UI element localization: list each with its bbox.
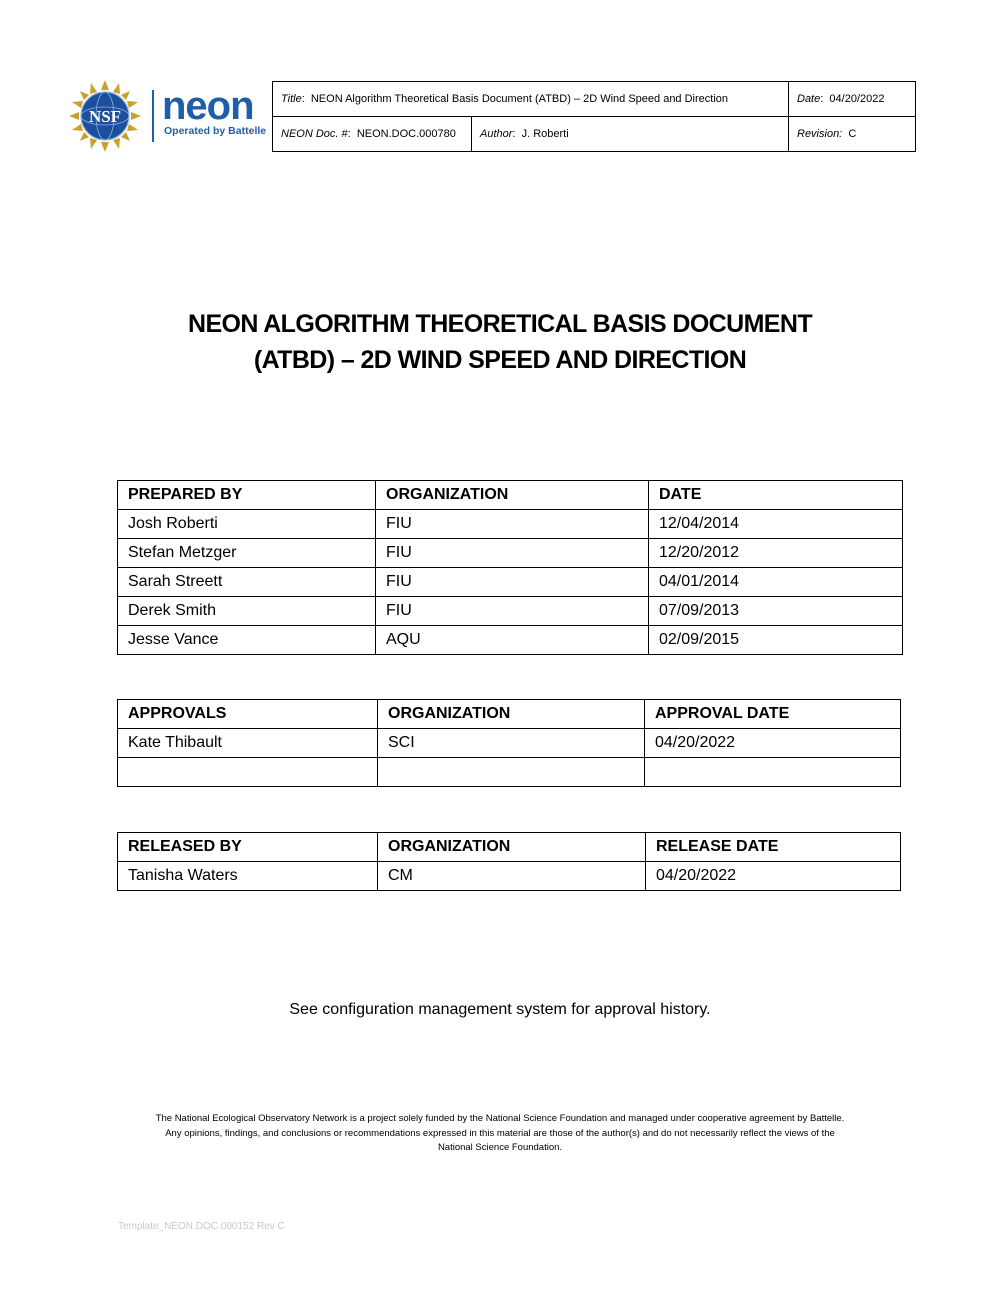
neon-logo — [68, 80, 268, 152]
table-cell: AQU — [376, 626, 649, 655]
column-header: APPROVALS — [118, 700, 378, 729]
table-cell: Kate Thibault — [118, 729, 378, 758]
doc-num-label: NEON Doc. # — [281, 128, 348, 140]
table-header-row — [118, 700, 901, 729]
column-header: RELEASE DATE — [646, 833, 901, 862]
table-row — [118, 539, 903, 568]
column-header: ORGANIZATION — [376, 481, 649, 510]
table-row — [118, 758, 901, 787]
table-cell: FIU — [376, 597, 649, 626]
table-cell: 07/09/2013 — [649, 597, 903, 626]
table-row — [118, 729, 901, 758]
author-value: J. Roberti — [521, 128, 569, 140]
table-row — [118, 862, 901, 891]
column-header: APPROVAL DATE — [645, 700, 901, 729]
table-header-row — [118, 481, 903, 510]
revision-value: C — [848, 128, 857, 140]
table-cell — [378, 758, 645, 787]
table-cell: Jesse Vance — [118, 626, 376, 655]
date-value: 04/20/2022 — [829, 93, 885, 105]
table-cell: Derek Smith — [118, 597, 376, 626]
table-cell: Sarah Streett — [118, 568, 376, 597]
header-revision-cell — [789, 117, 916, 152]
config-management-note: See configuration management system for approval history. — [289, 1001, 711, 1018]
neon-tagline: Operated by Battelle — [164, 125, 267, 137]
header-author-cell: Author: J. Roberti — [472, 117, 789, 152]
disclaimer-line: Any opinions, findings, and conclusions or recommendations expressed in this material are those of the author(s) and do not necessarily reflect the views of the — [165, 1127, 835, 1139]
table-row — [118, 597, 903, 626]
table-cell: FIU — [376, 510, 649, 539]
template-id: Template_NEON.DOC.000152 Rev C — [118, 1221, 285, 1232]
logo-divider — [152, 90, 154, 142]
table-cell: CM — [378, 862, 646, 891]
table-cell: Tanisha Waters — [118, 862, 378, 891]
neon-wordmark: neon — [162, 84, 254, 128]
document-header-table — [272, 81, 916, 152]
table-cell: Stefan Metzger — [118, 539, 376, 568]
nsf-logo-text: NSF — [88, 107, 122, 126]
released-by-table — [117, 832, 901, 891]
date-label: Date — [797, 93, 821, 105]
column-header: DATE — [649, 481, 903, 510]
funding-disclaimer — [100, 1112, 900, 1156]
table-cell: 04/20/2022 — [645, 729, 901, 758]
column-header: RELEASED BY — [118, 833, 378, 862]
table-cell: Josh Roberti — [118, 510, 376, 539]
table-header-row — [118, 833, 901, 862]
approvals-table — [117, 699, 901, 787]
revision-label: Revision: — [797, 128, 843, 140]
document-title-line-2: (ATBD) – 2D WIND SPEED AND DIRECTION — [253, 346, 747, 374]
table-cell: 02/09/2015 — [649, 626, 903, 655]
prepared-by-table — [117, 480, 903, 655]
table-cell: 04/20/2022 — [646, 862, 901, 891]
document-title — [100, 306, 900, 378]
table-cell: 04/01/2014 — [649, 568, 903, 597]
doc-num-value: NEON.DOC.000780 — [356, 128, 456, 140]
table-row — [118, 510, 903, 539]
header-title-cell: Title: NEON Algorithm Theoretical Basis Document (ATBD) – 2D Wind Speed and Direction — [273, 82, 789, 117]
table-cell: 12/04/2014 — [649, 510, 903, 539]
author-label: Author — [480, 128, 513, 140]
table-cell: SCI — [378, 729, 645, 758]
table-row — [118, 568, 903, 597]
column-header: ORGANIZATION — [378, 833, 646, 862]
table-cell — [645, 758, 901, 787]
table-cell — [118, 758, 378, 787]
header-docnum-cell: NEON Doc. #: NEON.DOC.000780 — [273, 117, 472, 152]
table-cell: FIU — [376, 539, 649, 568]
disclaimer-line: National Science Foundation. — [437, 1142, 563, 1153]
title-value: NEON Algorithm Theoretical Basis Document (ATBD) – 2D Wind Speed and Direction — [310, 93, 729, 105]
title-label: Title — [281, 93, 302, 105]
table-row — [118, 626, 903, 655]
column-header: PREPARED BY — [118, 481, 376, 510]
disclaimer-line: The National Ecological Observatory Network is a project solely funded by the National Science Foundation and managed under cooperative agreement by Battelle. — [155, 1113, 845, 1124]
document-title-line-1: NEON ALGORITHM THEORETICAL BASIS DOCUMENT — [187, 310, 812, 338]
header-date-cell: Date: 04/20/2022 — [789, 82, 916, 117]
table-cell: FIU — [376, 568, 649, 597]
column-header: ORGANIZATION — [378, 700, 645, 729]
table-cell: 12/20/2012 — [649, 539, 903, 568]
nsf-seal-icon — [68, 80, 148, 152]
